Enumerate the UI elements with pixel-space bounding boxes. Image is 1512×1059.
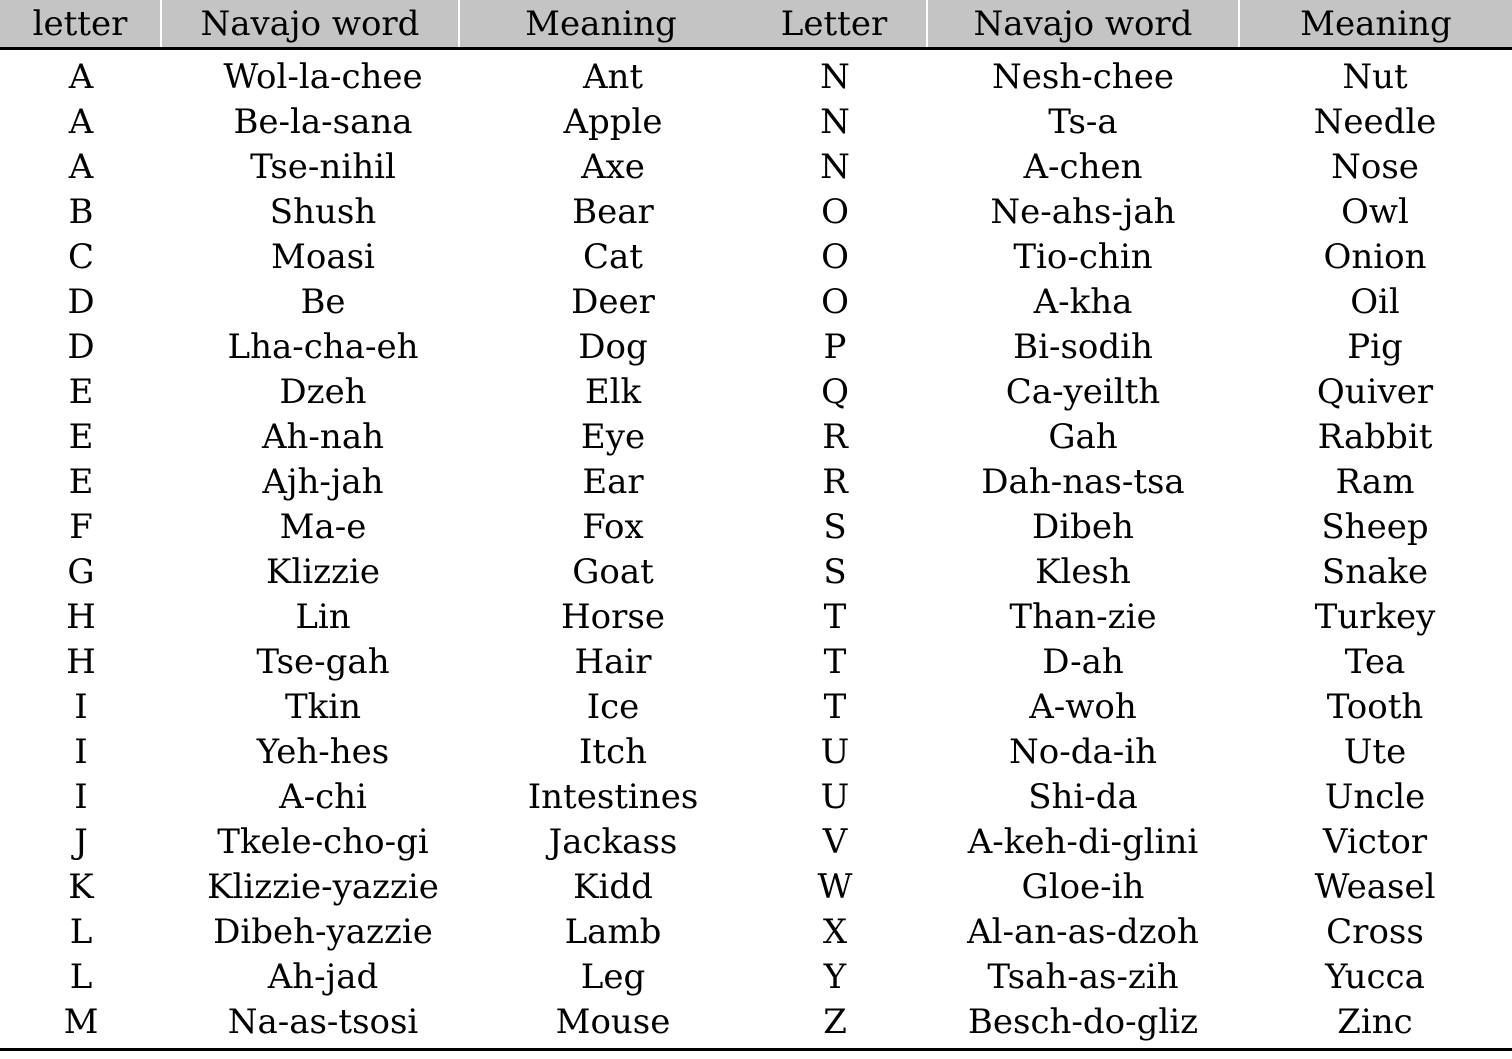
cell-navajo-word-left: Wol-la-chee	[223, 56, 423, 97]
cell-meaning-left: Ant	[582, 56, 644, 97]
cell-meaning-right: Needle	[1313, 101, 1437, 142]
cell-meaning-left: Jackass	[548, 821, 678, 862]
cell-letter-right: P	[823, 326, 847, 367]
cell-navajo-word-right: No-da-ih	[1008, 731, 1157, 772]
cell-meaning-right: Quiver	[1316, 371, 1434, 412]
cell-meaning-left: Deer	[571, 281, 655, 322]
cell-meaning-left: Intestines	[527, 776, 699, 817]
cell-letter-right: R	[822, 461, 848, 502]
cell-letter-right: W	[817, 866, 853, 907]
header-meaning-right: Meaning	[1240, 0, 1512, 47]
cell-letter-left: L	[69, 911, 93, 952]
cell-letter-right: R	[822, 416, 848, 457]
table-row	[0, 549, 1512, 594]
cell-navajo-word-left: Ajh-jah	[262, 461, 384, 502]
cell-navajo-word-left: Na-as-tsosi	[227, 1001, 419, 1042]
cell-meaning-left: Dog	[578, 326, 648, 367]
cell-navajo-word-right: Tio-chin	[1013, 236, 1153, 277]
cell-meaning-left: Cat	[583, 236, 643, 277]
cell-meaning-right: Ram	[1335, 461, 1415, 502]
cell-meaning-right: Oil	[1350, 281, 1400, 322]
cell-letter-left: C	[67, 236, 94, 277]
cell-letter-right: S	[823, 506, 847, 547]
cell-meaning-left: Goat	[572, 551, 654, 592]
cell-navajo-word-left: Lin	[295, 596, 351, 637]
cell-letter-right: T	[823, 641, 847, 682]
cell-navajo-word-right: Tsah-as-zih	[987, 956, 1179, 997]
cell-navajo-word-left: Klizzie-yazzie	[207, 866, 439, 907]
cell-navajo-word-left: Tkele-cho-gi	[217, 821, 429, 862]
cell-letter-left: E	[68, 371, 94, 412]
cell-navajo-word-left: Shush	[269, 191, 377, 232]
table-row	[0, 189, 1512, 234]
header-navajo-word-right: Navajo word	[928, 0, 1238, 47]
cell-meaning-right: Snake	[1321, 551, 1429, 592]
cell-letter-left: A	[68, 101, 94, 142]
cell-navajo-word-left: Ma-e	[279, 506, 367, 547]
cell-meaning-left: Mouse	[555, 1001, 671, 1042]
table-row	[0, 909, 1512, 954]
table-row	[0, 414, 1512, 459]
cell-letter-right: U	[820, 731, 850, 772]
cell-letter-left: G	[67, 551, 95, 592]
table-body	[0, 54, 1512, 1044]
header-rule	[0, 47, 1512, 50]
cell-navajo-word-right: Dibeh	[1032, 506, 1134, 547]
cell-meaning-right: Rabbit	[1317, 416, 1433, 457]
cell-meaning-right: Pig	[1347, 326, 1403, 367]
cell-letter-left: D	[67, 281, 95, 322]
table-row	[0, 99, 1512, 144]
cell-navajo-word-right: Nesh-chee	[992, 56, 1174, 97]
cell-navajo-word-right: Ne-ahs-jah	[990, 191, 1176, 232]
cell-letter-right: V	[822, 821, 848, 862]
cell-letter-right: N	[820, 101, 850, 142]
cell-navajo-word-right: Bi-sodih	[1013, 326, 1153, 367]
cell-meaning-left: Elk	[584, 371, 642, 412]
cell-letter-right: N	[820, 56, 850, 97]
cell-navajo-word-left: Be-la-sana	[233, 101, 413, 142]
table-row	[0, 774, 1512, 819]
cell-meaning-left: Apple	[563, 101, 663, 142]
cell-meaning-right: Cross	[1326, 911, 1424, 952]
table-row	[0, 819, 1512, 864]
cell-navajo-word-left: Lha-cha-eh	[227, 326, 419, 367]
cell-letter-left: D	[67, 326, 95, 367]
cell-meaning-left: Leg	[580, 956, 646, 997]
cell-meaning-right: Yucca	[1325, 956, 1425, 997]
cell-meaning-left: Fox	[582, 506, 644, 547]
cell-letter-right: O	[821, 236, 849, 277]
cell-meaning-right: Ute	[1343, 731, 1407, 772]
cell-navajo-word-right: Dah-nas-tsa	[981, 461, 1185, 502]
table-row	[0, 144, 1512, 189]
cell-letter-right: O	[821, 281, 849, 322]
table-row	[0, 684, 1512, 729]
cell-letter-left: I	[74, 776, 88, 817]
cell-navajo-word-right: Shi-da	[1028, 776, 1138, 817]
cell-meaning-right: Zinc	[1337, 1001, 1413, 1042]
cell-letter-left: H	[66, 596, 96, 637]
cell-letter-right: U	[820, 776, 850, 817]
cell-navajo-word-left: Dzeh	[279, 371, 367, 412]
cell-letter-left: A	[68, 146, 94, 187]
cell-letter-right: X	[822, 911, 848, 952]
cell-navajo-word-right: D-ah	[1042, 641, 1124, 682]
cell-meaning-left: Kidd	[573, 866, 653, 907]
cell-navajo-word-left: Tse-gah	[256, 641, 390, 682]
cell-meaning-right: Onion	[1323, 236, 1427, 277]
header-letter-right: Letter	[742, 0, 926, 47]
table-row	[0, 729, 1512, 774]
cell-letter-right: T	[823, 596, 847, 637]
cell-navajo-word-right: Gloe-ih	[1021, 866, 1145, 907]
cell-meaning-right: Sheep	[1321, 506, 1429, 547]
table-row	[0, 54, 1512, 99]
cell-navajo-word-left: Klizzie	[266, 551, 380, 592]
cell-letter-left: K	[68, 866, 94, 907]
table-row	[0, 954, 1512, 999]
table-row	[0, 279, 1512, 324]
cell-navajo-word-right: Ca-yeilth	[1005, 371, 1161, 412]
cell-letter-left: B	[68, 191, 94, 232]
bottom-rule	[0, 1048, 1512, 1051]
cell-letter-right: T	[823, 686, 847, 727]
cell-navajo-word-right: Ts-a	[1048, 101, 1118, 142]
cell-meaning-left: Eye	[580, 416, 646, 457]
cell-navajo-word-left: Yeh-hes	[256, 731, 390, 772]
table-row	[0, 459, 1512, 504]
header-letter-left: letter	[0, 0, 160, 47]
header-meaning-left: Meaning	[460, 0, 742, 47]
cell-letter-left: I	[74, 686, 88, 727]
cell-meaning-right: Uncle	[1324, 776, 1426, 817]
cell-navajo-word-right: Al-an-as-dzoh	[967, 911, 1199, 952]
cell-navajo-word-right: A-kha	[1033, 281, 1133, 322]
cell-navajo-word-right: Than-zie	[1009, 596, 1157, 637]
cell-letter-left: F	[69, 506, 93, 547]
cell-navajo-word-left: Tkin	[284, 686, 362, 727]
cell-letter-left: J	[74, 821, 88, 862]
cell-letter-left: H	[66, 641, 96, 682]
cell-navajo-word-left: Moasi	[271, 236, 375, 277]
table-row	[0, 594, 1512, 639]
cell-meaning-right: Owl	[1341, 191, 1409, 232]
cell-navajo-word-right: A-keh-di-glini	[967, 821, 1199, 862]
header-navajo-word-left: Navajo word	[162, 0, 458, 47]
cell-navajo-word-left: Tse-nihil	[250, 146, 396, 187]
cell-meaning-left: Lamb	[564, 911, 662, 952]
cell-letter-right: Y	[823, 956, 847, 997]
cell-meaning-left: Ear	[582, 461, 644, 502]
table-row	[0, 234, 1512, 279]
cell-navajo-word-right: Besch-do-gliz	[967, 1001, 1199, 1042]
cell-navajo-word-right: Klesh	[1035, 551, 1131, 592]
cell-letter-left: L	[69, 956, 93, 997]
cell-navajo-word-right: A-woh	[1029, 686, 1137, 727]
cell-letter-right: N	[820, 146, 850, 187]
cell-navajo-word-left: Ah-jad	[267, 956, 379, 997]
cell-letter-right: S	[823, 551, 847, 592]
cell-letter-left: I	[74, 731, 88, 772]
cell-navajo-word-left: Ah-nah	[261, 416, 384, 457]
cell-navajo-word-right: A-chen	[1023, 146, 1143, 187]
cell-navajo-word-left: Dibeh-yazzie	[213, 911, 433, 952]
table-row	[0, 639, 1512, 684]
cell-letter-right: O	[821, 191, 849, 232]
cell-letter-left: E	[68, 416, 94, 457]
cell-meaning-left: Axe	[581, 146, 645, 187]
table-row	[0, 504, 1512, 549]
cell-letter-right: Z	[823, 1001, 847, 1042]
cell-meaning-left: Bear	[572, 191, 654, 232]
cell-meaning-right: Tea	[1344, 641, 1406, 682]
cell-meaning-right: Tooth	[1326, 686, 1424, 727]
table-row	[0, 999, 1512, 1044]
cell-letter-left: A	[68, 56, 94, 97]
cell-letter-left: M	[63, 1001, 99, 1042]
cell-navajo-word-left: Be	[300, 281, 346, 322]
table-row	[0, 864, 1512, 909]
table-row	[0, 369, 1512, 414]
cell-meaning-right: Turkey	[1314, 596, 1436, 637]
cell-letter-left: E	[68, 461, 94, 502]
cell-meaning-right: Weasel	[1314, 866, 1436, 907]
cell-meaning-right: Nose	[1331, 146, 1419, 187]
cell-navajo-word-right: Gah	[1048, 416, 1118, 457]
table-header-row	[0, 0, 1512, 47]
cell-meaning-left: Ice	[586, 686, 640, 727]
cell-meaning-left: Itch	[578, 731, 648, 772]
cell-navajo-word-left: A-chi	[279, 776, 367, 817]
table-row	[0, 324, 1512, 369]
cell-letter-right: Q	[821, 371, 849, 412]
cell-meaning-right: Nut	[1342, 56, 1408, 97]
cell-meaning-right: Victor	[1322, 821, 1428, 862]
cell-meaning-left: Horse	[561, 596, 665, 637]
cell-meaning-left: Hair	[574, 641, 652, 682]
